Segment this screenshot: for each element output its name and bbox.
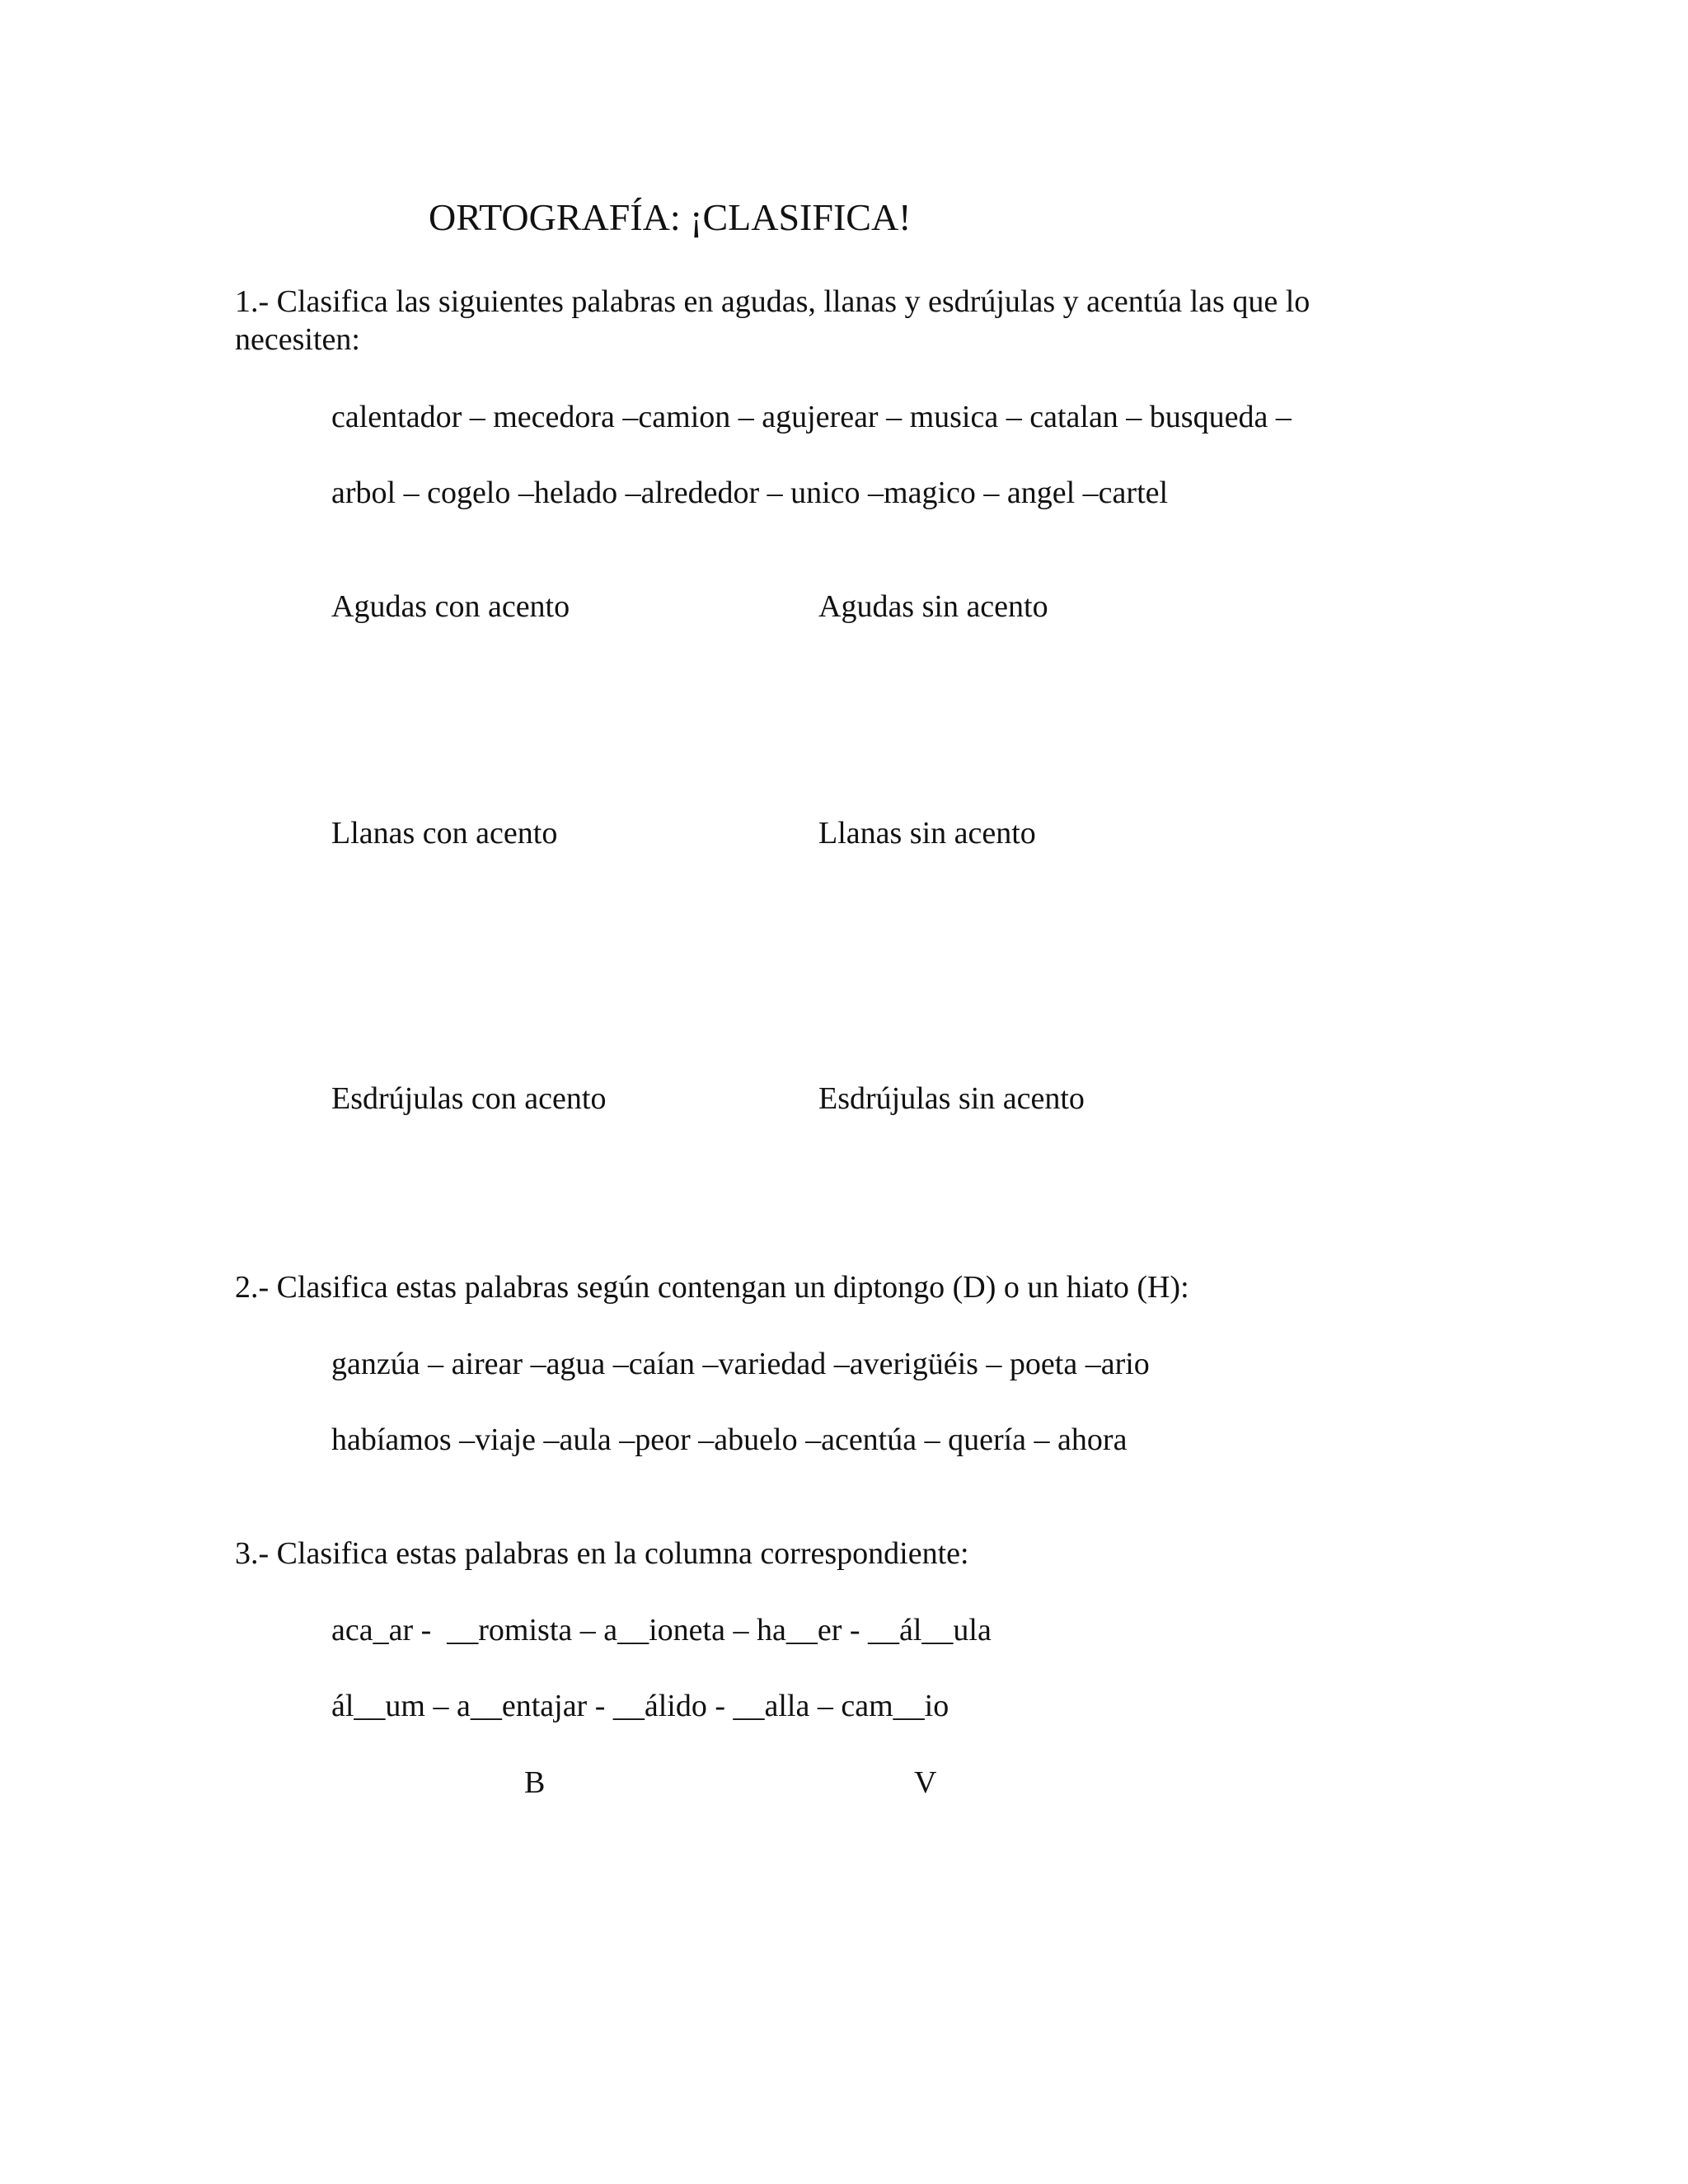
column-header-v: V	[914, 1765, 937, 1800]
category-llanas-sin-acento: Llanas sin acento	[818, 816, 1036, 851]
exercise-1-words-line-2: arbol – cogelo –helado –alrededor – unico –magico – angel –cartel	[331, 476, 1169, 510]
exercise-2-prompt: 2.- Clasifica estas palabras según contengan un diptongo (D) o un hiato (H):	[235, 1270, 1189, 1305]
category-esdrujulas-sin-acento: Esdrújulas sin acento	[818, 1081, 1085, 1116]
page-title: ORTOGRAFÍA: ¡CLASIFICA!	[429, 196, 912, 238]
column-header-b: B	[524, 1765, 546, 1800]
category-llanas-con-acento: Llanas con acento	[331, 816, 558, 851]
category-agudas-con-acento: Agudas con acento	[331, 589, 570, 624]
exercise-3-words-line-2: ál__um – a__entajar - __álido - __alla – cam__io	[331, 1689, 950, 1723]
exercise-1-prompt: 1.- Clasifica las siguientes palabras en agudas, llanas y esdrújulas y acentúa las que lo necesiten:	[235, 284, 1311, 357]
category-esdrujulas-con-acento: Esdrújulas con acento	[331, 1081, 607, 1116]
exercise-2-words-line-1: ganzúa – airear –agua –caían –variedad –averigüéis – poeta –ario	[331, 1347, 1150, 1381]
exercise-2-words-line-2: habíamos –viaje –aula –peor –abuelo –acentúa – quería – ahora	[331, 1422, 1128, 1457]
exercise-3-prompt: 3.- Clasifica estas palabras en la columna correspondiente:	[235, 1536, 969, 1571]
category-agudas-sin-acento: Agudas sin acento	[818, 589, 1048, 624]
exercise-3-words-line-1: aca_ar - __romista – a__ioneta – ha__er - __ál__ula	[331, 1613, 992, 1647]
exercise-1-words-line-1: calentador – mecedora –camion – agujerear – musica – catalan – busqueda –	[331, 400, 1292, 434]
